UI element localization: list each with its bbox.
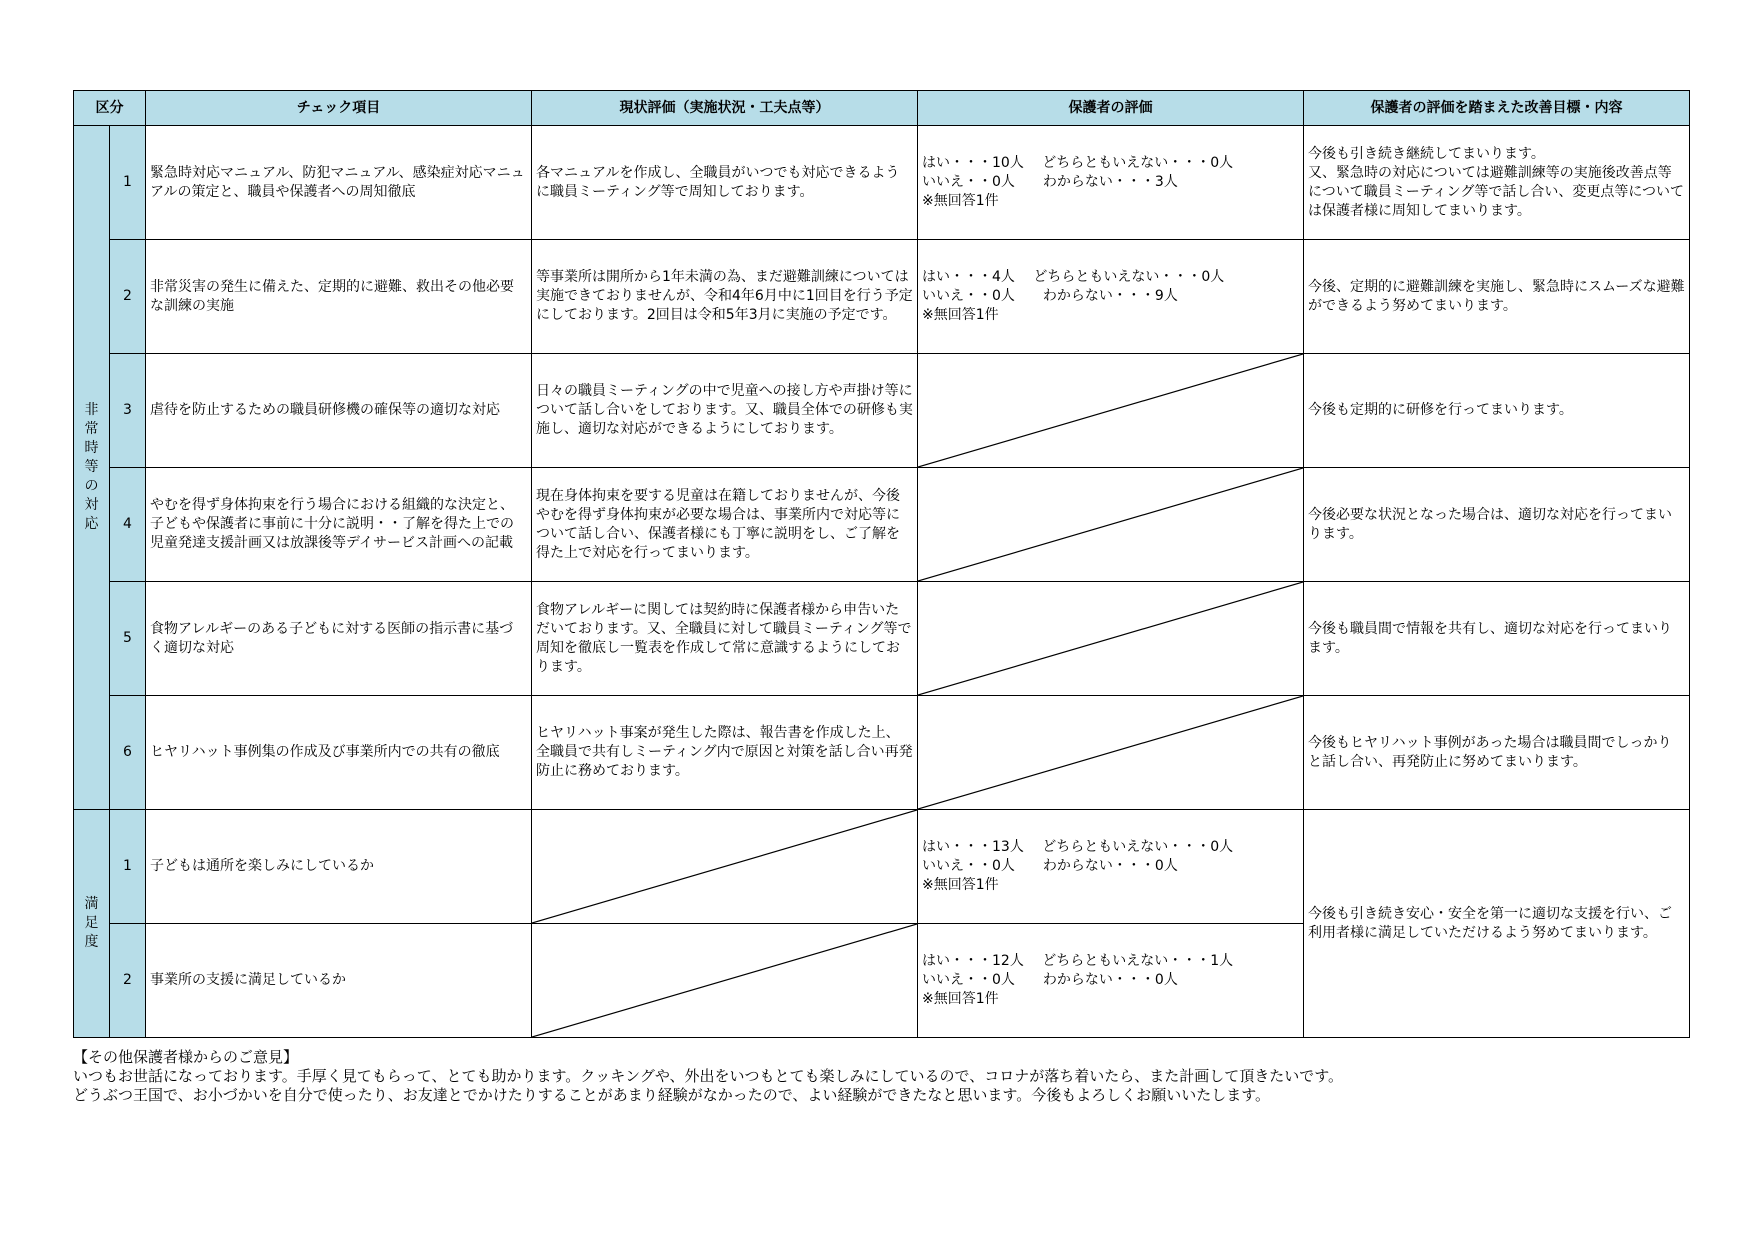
improvement-text: 今後も引き続き継続してまいります。 又、緊急時の対応については避難訓練等の実施後改善点等について職員ミーティング等で話し合い、変更点等については保護者様に周知してまいります。	[1308, 145, 1685, 219]
current-eval-blank-cell	[532, 810, 918, 924]
section-label-satisfaction: 満足度	[74, 810, 110, 1038]
improvement-text: 今後、定期的に避難訓練を実施し、緊急時にスムーズな避難ができるよう努めてまいります。	[1308, 278, 1685, 314]
guardian-eval-text: はい・・・13人 どちらともいえない・・・0人 いいえ・・0人 わからない・・・0人 ※無回答1件	[922, 839, 1234, 893]
check-item-text: やむを得ず身体拘束を行う場合における組織的な決定と、子どもや保護者に事前に十分に説明・・了解を得た上での児童発達支援計画又は放課後等デイサービス計画への記載	[150, 497, 514, 551]
improvement-text: 今後も引き続き安心・安全を第一に適切な支援を行い、ご利用者様に満足していただけるよう努めてまいります。	[1308, 905, 1672, 941]
improvement-text: 今後も定期的に研修を行ってまいります。	[1308, 402, 1573, 418]
improvement-text: 今後必要な状況となった場合は、適切な対応を行ってまいります。	[1308, 506, 1672, 542]
header-row	[74, 91, 1690, 126]
table-row	[74, 240, 1690, 354]
guardian-eval-blank-cell	[918, 582, 1304, 696]
guardian-eval-blank-cell	[918, 696, 1304, 810]
diagonal-strike	[918, 696, 1303, 809]
check-item-text: 非常災害の発生に備えた、定期的に避難、救出その他必要な訓練の実施	[150, 278, 514, 314]
current-eval-text: 日々の職員ミーティングの中で児童への接し方や声掛け等について話し合いをしております。又、職員全体での研修も実施し、適切な対応ができるようにしております。	[536, 383, 913, 437]
diagonal-strike	[918, 468, 1303, 581]
guardian-eval-text: はい・・・4人 どちらともいえない・・・0人 いいえ・・0人 わからない・・・9人 ※無回答1件	[922, 269, 1225, 323]
table-row	[74, 810, 1690, 924]
diagonal-strike	[532, 924, 917, 1037]
current-eval-blank-cell	[532, 924, 918, 1038]
row-number: 1	[110, 126, 146, 240]
table-row	[74, 582, 1690, 696]
current-eval-text: 各マニュアルを作成し、全職員がいつでも対応できるように職員ミーティング等で周知しております。	[536, 164, 900, 200]
other-comments	[73, 1048, 1689, 1105]
table-row	[74, 354, 1690, 468]
evaluation-table	[73, 90, 1690, 1038]
diagonal-strike	[918, 582, 1303, 695]
check-item-text: 虐待を防止するための職員研修機の確保等の適切な対応	[150, 402, 500, 418]
section-label-emergency: 非常時等の対応	[74, 126, 110, 810]
current-eval-text: ヒヤリハット事案が発生した際は、報告書を作成した上、全職員で共有しミーティング内で原因と対策を話し合い再発防止に務めております。	[536, 725, 913, 779]
header-category: 区分	[74, 91, 146, 126]
row-number: 6	[110, 696, 146, 810]
table-row	[74, 126, 1690, 240]
check-item-text: ヒヤリハット事例集の作成及び事業所内での共有の徹底	[150, 744, 500, 760]
current-eval-text: 食物アレルギーに関しては契約時に保護者様から申告いただいております。又、全職員に対して職員ミーティング等で周知を徹底し一覧表を作成して常に意識するようにしております。	[536, 601, 912, 675]
guardian-eval-text: はい・・・12人 どちらともいえない・・・1人 いいえ・・0人 わからない・・・0人 ※無回答1件	[922, 953, 1234, 1007]
check-item-text: 子どもは通所を楽しみにしているか	[150, 858, 374, 874]
row-number: 2	[110, 924, 146, 1038]
table-row	[74, 468, 1690, 582]
check-item-text: 緊急時対応マニュアル、防犯マニュアル、感染症対応マニュアルの策定と、職員や保護者への周知徹底	[150, 164, 525, 200]
current-eval-text: 等事業所は開所から1年未満の為、まだ避難訓練については実施できておりませんが、令和4年6月中に1回目を行う予定にしております。2回目は令和5年3月に実施の予定です。	[536, 269, 913, 323]
header-improvement: 保護者の評価を踏まえた改善目標・内容	[1304, 91, 1690, 126]
comments-title: 【その他保護者様からのご意見】	[73, 1048, 299, 1066]
row-number: 4	[110, 468, 146, 582]
diagonal-strike	[532, 810, 917, 923]
guardian-eval-text: はい・・・10人 どちらともいえない・・・0人 いいえ・・0人 わからない・・・3人 ※無回答1件	[922, 155, 1234, 209]
header-current-eval: 現状評価（実施状況・工夫点等）	[532, 91, 918, 126]
diagonal-strike	[918, 354, 1303, 467]
current-eval-text: 現在身体拘束を要する児童は在籍しておりませんが、今後やむを得ず身体拘束が必要な場合は、事業所内で対応等について話し合い、保護者様にも丁寧に説明をし、ご了解を得た上で対応を行ってまいります。	[536, 487, 900, 561]
guardian-eval-blank-cell	[918, 354, 1304, 468]
improvement-text: 今後もヒヤリハット事例があった場合は職員間でしっかりと話し合い、再発防止に努めてまいります。	[1308, 734, 1672, 770]
row-number: 2	[110, 240, 146, 354]
table-row	[74, 696, 1690, 810]
row-number: 1	[110, 810, 146, 924]
comment-line: いつもお世話になっております。手厚く見てもらって、とても助かります。クッキングや、外出をいつもとても楽しみにしているので、コロナが落ち着いたら、また計画して頂きたいです。	[73, 1067, 1344, 1085]
comment-line: どうぶつ王国で、お小づかいを自分で使ったり、お友達とでかけたりすることがあまり経験がなかったので、よい経験ができたなと思います。今後もよろしくお願いいたします。	[73, 1086, 1271, 1104]
header-check-item: チェック項目	[146, 91, 532, 126]
header-guardian-eval: 保護者の評価	[918, 91, 1304, 126]
improvement-text: 今後も職員間で情報を共有し、適切な対応を行ってまいります。	[1308, 620, 1672, 656]
check-item-text: 事業所の支援に満足しているか	[150, 972, 346, 988]
row-number: 3	[110, 354, 146, 468]
check-item-text: 食物アレルギーのある子どもに対する医師の指示書に基づく適切な対応	[150, 620, 514, 656]
row-number: 5	[110, 582, 146, 696]
guardian-eval-blank-cell	[918, 468, 1304, 582]
